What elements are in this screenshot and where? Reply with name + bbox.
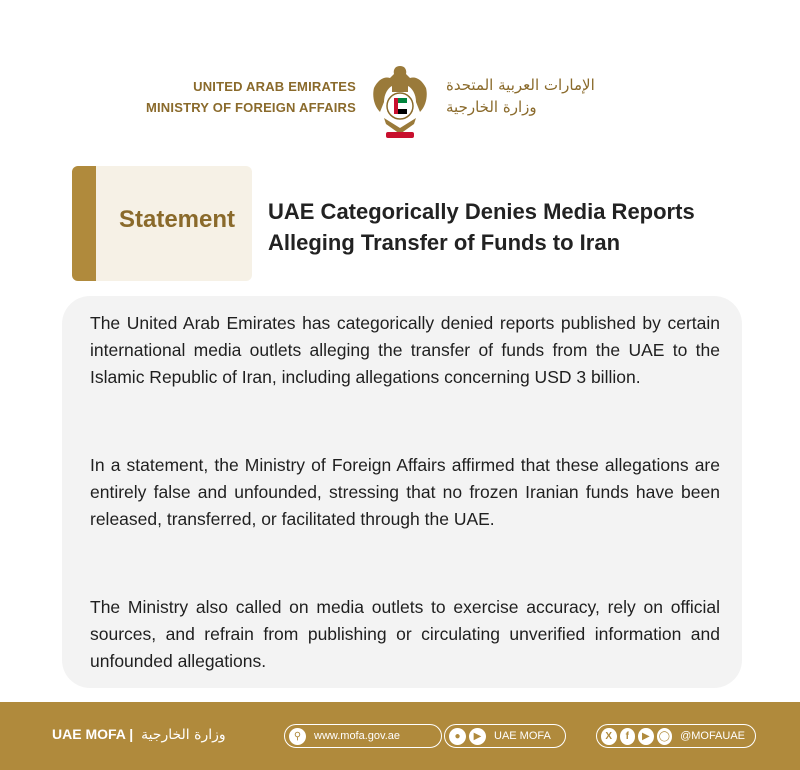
instagram-icon: ◯: [657, 728, 673, 745]
footer: [0, 702, 800, 770]
footer-brand-ar: وزارة الخارجية: [141, 727, 226, 743]
statement-title: UAE Categorically Denies Media Reports Alleging Transfer of Funds to Iran: [268, 199, 695, 255]
statement-badge: [72, 166, 252, 281]
header-ministry: MINISTRY OF FOREIGN AFFAIRS: [145, 100, 356, 115]
footer-brand: [52, 726, 226, 743]
social-handle: @MOFAUAE: [680, 730, 746, 742]
header-arabic: [446, 74, 666, 118]
statement-body-card: [62, 296, 742, 688]
video-channels-label: UAE MOFA: [494, 730, 551, 742]
statement-accent-bar: [72, 166, 96, 281]
uae-falcon-emblem-icon: [370, 62, 430, 140]
body-paragraph-3: The Ministry also called on media outlets to exercise accuracy, rely on official sources, and refrain from publishing or circulating unverified information and unfounded allegations.: [90, 597, 720, 671]
social-media-link[interactable]: [596, 724, 756, 748]
youtube-icon: ▶: [469, 728, 486, 745]
header-ministry-ar: وزارة الخارجية: [446, 98, 537, 116]
youtube-icon: ▶: [638, 728, 654, 745]
header: [0, 62, 800, 142]
flickr-icon: ●: [449, 728, 466, 745]
website-label: www.mofa.gov.ae: [314, 730, 401, 742]
header-country-ar: الإمارات العربية المتحدة: [446, 76, 595, 94]
body-paragraph-1: The United Arab Emirates has categorically denied reports published by certain international media outlets alleging the transfer of funds from the UAE to the Islamic Republic of Iran, including allegations concerning USD 3 billion.: [90, 313, 720, 387]
body-paragraph-2: In a statement, the Ministry of Foreign Affairs affirmed that these allegations are entirely false and unfounded, stressing that no frozen Iranian funds have been released, transferred, or facilitated through the UAE.: [90, 455, 720, 529]
x-icon: X: [601, 728, 617, 745]
video-channels-link[interactable]: [444, 724, 566, 748]
header-country: UNITED ARAB EMIRATES: [193, 79, 356, 94]
search-icon: ⚲: [289, 728, 306, 745]
website-link[interactable]: [284, 724, 442, 748]
statement-label: Statement: [118, 206, 236, 233]
footer-brand-en: UAE MOFA |: [52, 726, 134, 742]
facebook-icon: f: [620, 728, 636, 745]
header-english: [140, 76, 356, 118]
